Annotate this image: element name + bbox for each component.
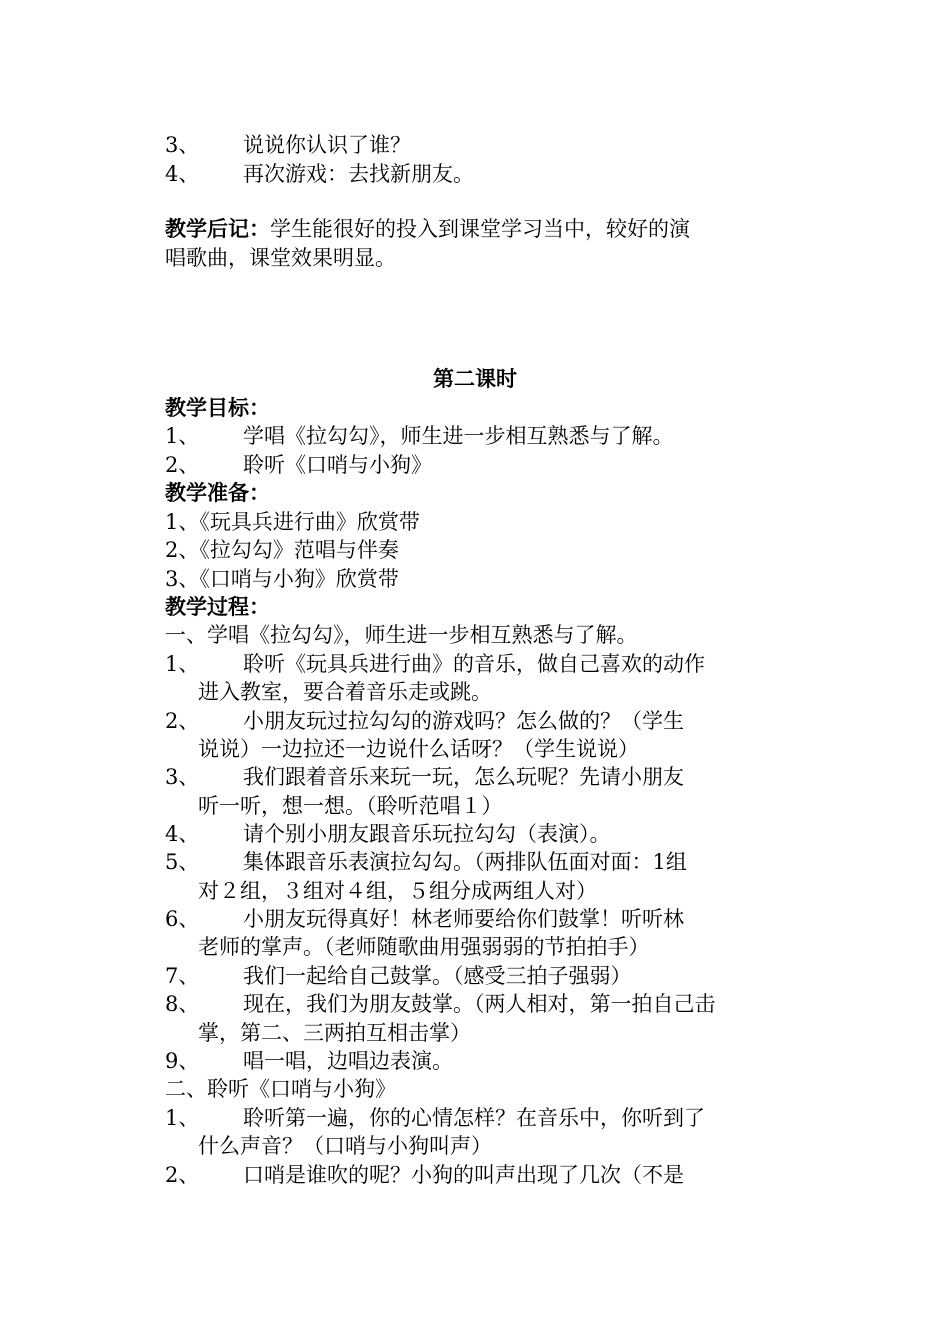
item-continuation: 进入教室，要合着音乐走或跳。 [198, 680, 492, 704]
list-item [165, 990, 795, 1018]
item-text: 唱一唱，边唱边表演。 [243, 1049, 453, 1073]
item-text: 请个别小朋友跟音乐玩拉勾勾（表演）。 [243, 822, 611, 846]
list-item [165, 1047, 795, 1075]
item-number: 2、 [165, 453, 200, 477]
item-text: 聆听第一遍，你的心情怎样？在音乐中，你听到了 [243, 1106, 705, 1130]
item-text: 我们一起给自己鼓掌。（感受三拍子强弱） [243, 964, 632, 988]
item-number: 4、 [165, 822, 200, 846]
list-item [165, 160, 795, 188]
item-number: 1、 [165, 424, 200, 448]
item-text: 我们跟着音乐来玩一玩，怎么玩呢？先请小朋友 [243, 765, 684, 789]
item-text: 集体跟音乐表演拉勾勾。（两排队伍面对面：1组 [243, 850, 687, 874]
list-item [165, 422, 795, 450]
list-item [165, 905, 795, 933]
item-text: 口哨是谁吹的呢？小狗的叫声出现了几次（不是 [243, 1163, 684, 1187]
item-text: 学唱《拉勾勾》，师生进一步相互熟悉与了解。 [243, 424, 674, 448]
postscript-text: 学生能很好的投入到课堂学习当中，较好的演 [270, 217, 690, 241]
item-number: 7、 [165, 964, 200, 988]
list-item [165, 763, 795, 791]
list-item [165, 848, 795, 876]
item-number: 9、 [165, 1049, 200, 1073]
list-item [165, 820, 795, 848]
section-title: 二、聆听《口哨与小狗》 [165, 1077, 396, 1101]
list-item [165, 1104, 795, 1132]
item-number: 2、 [165, 709, 200, 733]
list-item [165, 650, 795, 678]
item-continuation: 说说）一边拉还一边说什么话呀？（学生说说） [198, 737, 639, 761]
item-number: 3、 [165, 133, 200, 157]
list-item: 1、《玩具兵进行曲》欣赏带 [165, 510, 420, 534]
item-number: 6、 [165, 907, 200, 931]
list-item: 3、《口哨与小狗》欣赏带 [165, 567, 399, 591]
item-number: 5、 [165, 850, 200, 874]
item-text: 再次游戏：去找新朋友。 [243, 162, 474, 186]
item-number: 2、 [165, 1163, 200, 1187]
list-item [165, 1161, 795, 1189]
item-number: 4、 [165, 162, 200, 186]
section-title: 一、学唱《拉勾勾》，师生进一步相互熟悉与了解。 [165, 623, 638, 647]
list-item [165, 131, 795, 159]
item-number: 8、 [165, 992, 200, 1016]
list-item [165, 962, 795, 990]
item-continuation: 什么声音？（口哨与小狗叫声） [198, 1134, 492, 1158]
process-heading: 教学过程： [165, 594, 270, 619]
postscript [165, 215, 795, 243]
lesson-title: 第二课时 [433, 366, 517, 391]
item-text: 现在，我们为朋友鼓掌。（两人相对，第一拍自己击 [243, 992, 716, 1016]
postscript-label: 教学后记： [165, 216, 270, 241]
item-text: 聆听《口哨与小狗》 [243, 453, 432, 477]
list-item [165, 451, 795, 479]
list-item [165, 707, 795, 735]
item-number: 3、 [165, 765, 200, 789]
item-number: 1、 [165, 1106, 200, 1130]
item-text: 聆听《玩具兵进行曲》的音乐，做自己喜欢的动作 [243, 652, 705, 676]
item-number: 1、 [165, 652, 200, 676]
preparation-heading: 教学准备： [165, 480, 270, 505]
item-continuation: 听一听，想一想。（聆听范唱１） [198, 794, 503, 818]
item-text: 说说你认识了谁？ [243, 133, 411, 157]
list-item: 2、《拉勾勾》范唱与伴奏 [165, 538, 399, 562]
item-continuation: 对２组，３组对４组，５组分成两组人对） [198, 879, 597, 903]
postscript-continuation: 唱歌曲，课堂效果明显。 [165, 246, 396, 270]
item-text: 小朋友玩过拉勾勾的游戏吗？怎么做的？（学生 [243, 709, 684, 733]
item-continuation: 老师的掌声。（老师随歌曲用强弱弱的节拍拍手） [198, 935, 650, 959]
item-text: 小朋友玩得真好！林老师要给你们鼓掌！听听林 [243, 907, 684, 931]
item-continuation: 掌，第二、三两拍互相击掌） [198, 1021, 471, 1045]
objectives-heading: 教学目标： [165, 395, 270, 420]
